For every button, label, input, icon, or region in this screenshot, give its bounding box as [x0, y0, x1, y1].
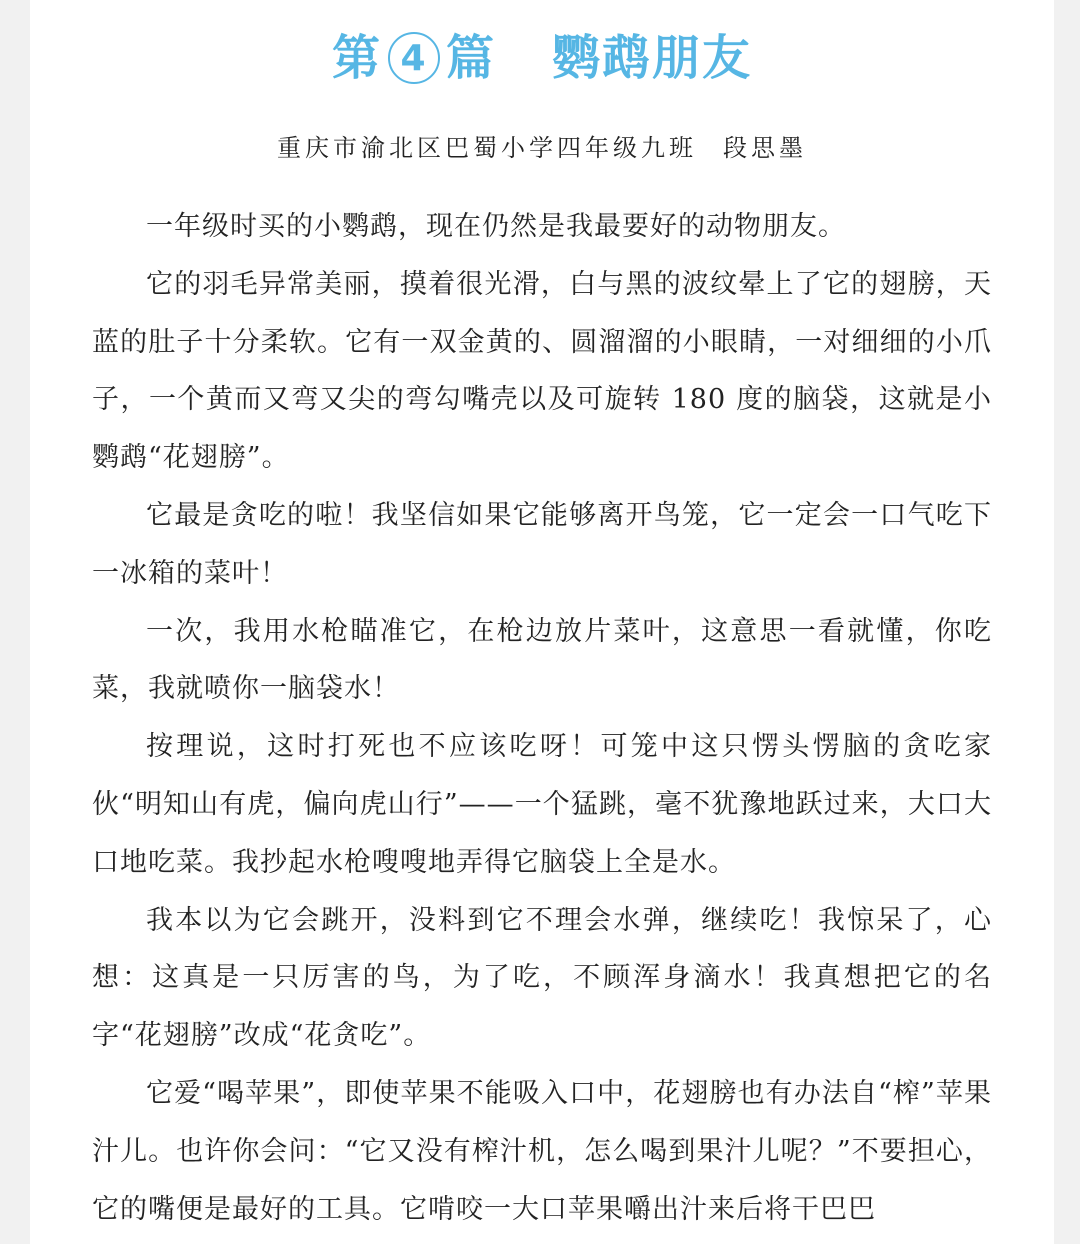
article-body	[92, 198, 992, 1238]
paragraph: 一次，我用水枪瞄准它，在枪边放片菜叶，这意思一看就懂，你吃菜，我就喷你一脑袋水！	[92, 615, 992, 705]
title-text: 鹦鹉朋友	[552, 30, 753, 86]
author-byline	[30, 128, 1054, 168]
document-page	[30, 0, 1054, 1244]
paragraph: 它最是贪吃的啦！我坚信如果它能够离开鸟笼，它一定会一口气吃下一冰箱的菜叶！	[92, 499, 992, 589]
article-title	[30, 22, 1054, 94]
paragraph: 它爱“喝苹果”，即使苹果不能吸入口中，花翅膀也有办法自“榨”苹果汁儿。也许你会问：“它又没有榨汁机，怎么喝到果汁儿呢？”不要担心，它的嘴便是最好的工具。它啃咬一大口苹果嚼出汁来后将干巴巴	[92, 1077, 992, 1225]
paragraph: 一年级时买的小鹦鹉，现在仍然是我最要好的动物朋友。	[146, 211, 846, 242]
chapter-number-badge: 4	[388, 32, 440, 84]
author-name: 段思墨	[723, 134, 807, 162]
paragraph: 按理说，这时打死也不应该吃呀！可笼中这只愣头愣脑的贪吃家伙“明知山有虎，偏向虎山行”——一个猛跳，毫不犹豫地跃过来，大口大口地吃菜。我抄起水枪嗖嗖地弄得它脑袋上全是水。	[92, 731, 992, 878]
author-school: 重庆市渝北区巴蜀小学四年级九班	[277, 134, 697, 162]
title-prefix: 第	[331, 30, 382, 86]
title-suffix: 篇	[445, 30, 496, 86]
paragraph: 它的羽毛异常美丽，摸着很光滑，白与黑的波纹晕上了它的翅膀，天蓝的肚子十分柔软。它有一双金黄的、圆溜溜的小眼睛，一对细细的小爪子，一个黄而又弯又尖的弯勾嘴壳以及可旋转 180 度的脑袋，这就是小鹦鹉“花翅膀”。	[92, 268, 992, 474]
paragraph: 我本以为它会跳开，没料到它不理会水弹，继续吃！我惊呆了，心想：这真是一只厉害的鸟，为了吃，不顾浑身滴水！我真想把它的名字“花翅膀”改成“花贪吃”。	[92, 904, 992, 1052]
